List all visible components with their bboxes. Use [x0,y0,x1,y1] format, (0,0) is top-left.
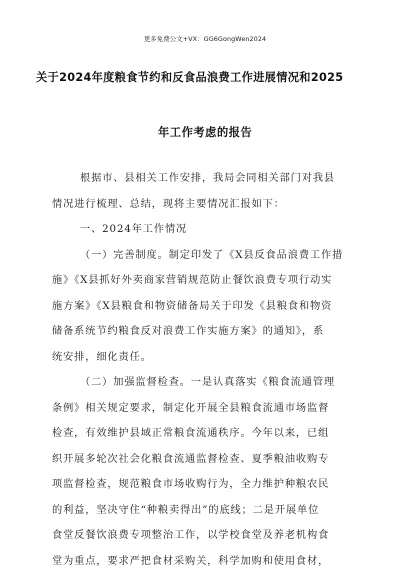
document-title-line-2: 年工作考虑的报告 [158,126,253,139]
body-text [52,166,352,574]
document-title-line-1: 关于2024年度粮食节约和反食品浪费工作进展情况和2025 [36,71,344,84]
body-line: 堂为重点，要求严把食材采购关，科学加购和使用食材， [52,555,330,567]
body-line: 项监督检查，规范粮食市场收购行为，全力维护种粮农民 [52,479,330,490]
body-line: 统安排，细化责任。 [52,351,152,363]
body-line: （一）完善制度。制定印发了《X县反食品浪费工作措 [80,249,344,261]
body-line: 条例》相关规定要求，制定化开展全县粮食流通市场监督 [52,402,330,414]
body-line: 施方案》《X县粮食和物资储备局关于印发《县粮食和物资 [52,300,333,312]
section-heading: 一、2024年工作情况 [80,224,188,235]
body-line: 织开展多轮次社会化粮食流通监督检查、夏季粮油收购专 [52,453,330,465]
body-line: 检查，有效维护县域正常粮食流通秩序。今年以来，已组 [52,428,330,439]
body-line: 的利益，坚决守住“种粮卖得出”的底线；二是开展单位 [52,504,320,516]
body-line: 储备系统节约粮食反对浪费工作实施方案》的通知》，系 [52,326,325,337]
header-note: 更多免费公文+VX：GG6GongWen2024 [143,35,267,43]
body-line: 情况进行梳理、总结，现将主要情况汇报如下： [52,198,285,210]
body-line: 食堂反餐饮浪费专项整治工作，以学校食堂及养老机构食 [52,530,330,541]
body-line: 根据市、县相关工作安排，我局会同相关部门对我县 [80,173,336,184]
body-line: 施》《X县抓好外卖商家营销规范防止餐饮浪费专项行动实 [52,275,333,286]
body-line: （二）加强监督检查。一是认真落实《粮食流通管理 [80,377,336,388]
